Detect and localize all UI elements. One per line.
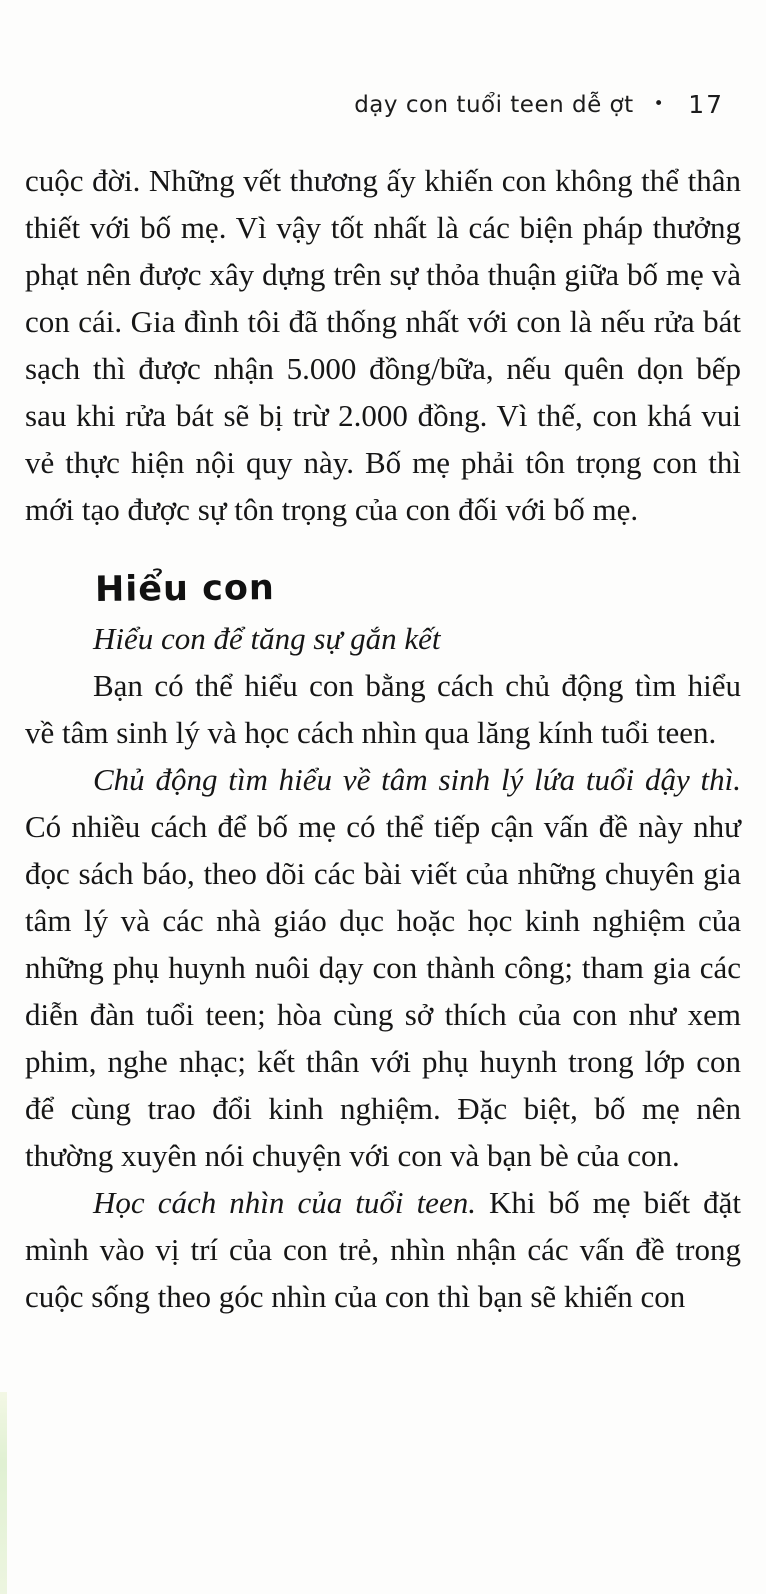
body-paragraph-1: cuộc đời. Những vết thương ấy khiến con không thể thân thiết với bố mẹ. Vì vậy tốt nhất là các biện pháp thưởng phạt nên được xây dựng trên sự thỏa thuận giữa bố mẹ và con cái. Gia đình tôi đã thống nhất với con là nếu rửa bát sạch thì được nhận 5.000 đồng/bữa, nếu quên dọn bếp sau khi rửa bát sẽ bị trừ 2.000 đồng. Vì thế, con khá vui vẻ thực hiện nội quy này. Bố mẹ phải tôn trọng con thì mới tạo được sự tôn trọng của con đối với bố mẹ. (25, 163, 741, 527)
paragraph-3-lead-italic: Chủ động tìm hiểu về tâm sinh lý lứa tuổi dậy thì. (93, 762, 741, 797)
paragraph-4-rest: Khi bố mẹ biết đặt mình vào vị trí của con trẻ, nhìn nhận các vấn đề trong cuộc sống theo góc nhìn của con thì bạn sẽ khiến con (25, 1185, 741, 1314)
paragraph-4-lead-italic: Học cách nhìn của tuổi teen. (93, 1185, 476, 1220)
body-paragraph-3 (25, 756, 741, 1179)
body-text-column (25, 157, 741, 1320)
paragraph-3-rest: Có nhiều cách để bố mẹ có thể tiếp cận vấn đề này như đọc sách báo, theo dõi các bài viết của những chuyên gia tâm lý và các nhà giáo dục hoặc học kinh nghiệm của những phụ huynh nuôi dạy con thành công; tham gia các diễn đàn tuổi teen; hòa cùng sở thích của con như xem phim, nghe nhạc; kết thân với phụ huynh trong lớp con để cùng trao đổi kinh nghiệm. Đặc biệt, bố mẹ nên thường xuyên nói chuyện với con và bạn bè của con. (25, 809, 741, 1173)
body-paragraph-4 (25, 1179, 741, 1320)
section-subheading: Hiểu con để tăng sự gắn kết (93, 621, 441, 656)
running-header (0, 90, 724, 119)
running-title: dạy con tuổi teen dễ ợt (354, 91, 634, 118)
page-number: 17 (688, 90, 724, 119)
body-paragraph-2: Bạn có thể hiểu con bằng cách chủ động tìm hiểu về tâm sinh lý và học cách nhìn qua lăng kính tuổi teen. (25, 668, 741, 750)
header-bullet-icon: • (653, 94, 665, 114)
scan-edge-artifact (0, 1392, 7, 1594)
section-heading: Hiểu con (94, 568, 276, 610)
